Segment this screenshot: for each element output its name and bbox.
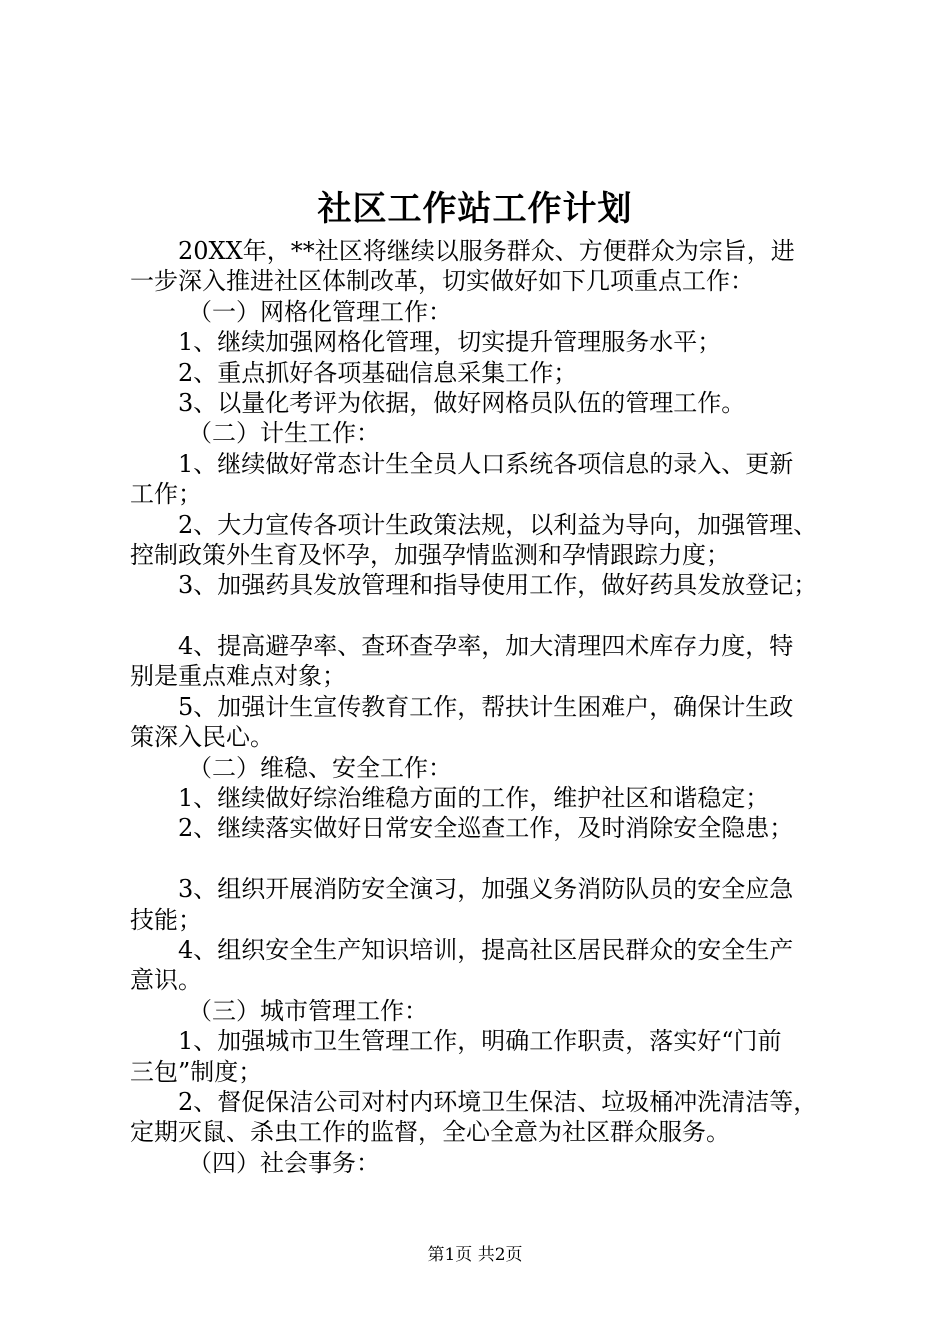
list-item: 4、组织安全生产知识培训，提高社区居民群众的安全生产 <box>178 935 794 964</box>
list-item-continuation: 策深入民心。 <box>130 723 274 752</box>
document-body <box>130 236 850 1178</box>
page-number: 第1页 共2页 <box>427 1245 523 1265</box>
list-item: 4、提高避孕率、查环查孕率，加大清理四术库存力度，特 <box>178 632 794 661</box>
list-item-continuation: 技能； <box>130 905 202 934</box>
blank-line <box>130 601 850 631</box>
paragraph-line: 20XX年，**社区将继续以服务群众、方便群众为宗旨，进 <box>178 237 795 265</box>
list-item: 1、继续做好常态计生全员人口系统各项信息的录入、更新 <box>178 449 794 478</box>
list-item-continuation: 控制政策外生育及怀孕，加强孕情监测和孕情跟踪力度； <box>130 540 730 569</box>
page-title: 社区工作站工作计划 <box>317 189 633 229</box>
list-item-continuation: 别是重点难点对象； <box>130 662 346 691</box>
section-heading: （二）维稳、安全工作： <box>188 753 452 782</box>
list-item: 3、加强药具发放管理和指导使用工作，做好药具发放登记； <box>178 571 818 600</box>
section-heading: （四）社会事务： <box>188 1148 380 1177</box>
list-item: 2、重点抓好各项基础信息采集工作； <box>178 358 578 387</box>
list-item-continuation: 定期灭鼠、杀虫工作的监督，全心全意为社区群众服务。 <box>130 1118 730 1147</box>
list-item: 1、继续加强网格化管理，切实提升管理服务水平； <box>178 328 722 357</box>
list-item-continuation: 工作； <box>130 480 202 509</box>
paragraph-line: 一步深入推进社区体制改革，切实做好如下几项重点工作： <box>130 267 754 296</box>
list-item-continuation: 三包”制度； <box>130 1057 263 1086</box>
blank-line <box>130 844 850 874</box>
section-heading: （一）网格化管理工作： <box>188 297 452 326</box>
list-item: 2、继续落实做好日常安全巡查工作，及时消除安全隐患； <box>178 814 794 843</box>
list-item: 1、继续做好综治维稳方面的工作，维护社区和谐稳定； <box>178 784 770 813</box>
list-item-continuation: 意识。 <box>130 966 202 995</box>
section-heading: （二）计生工作： <box>188 419 380 448</box>
list-item: 2、督促保洁公司对村内环境卫生保洁、垃圾桶冲洗清洁等， <box>178 1087 818 1116</box>
list-item: 3、以量化考评为依据，做好网格员队伍的管理工作。 <box>178 388 746 417</box>
list-item: 3、组织开展消防安全演习，加强义务消防队员的安全应急 <box>178 875 794 904</box>
list-item: 5、加强计生宣传教育工作，帮扶计生困难户，确保计生政 <box>178 692 794 721</box>
list-item: 2、大力宣传各项计生政策法规，以利益为导向，加强管理、 <box>178 510 818 539</box>
list-item: 1、加强城市卫生管理工作，明确工作职责，落实好“门前 <box>178 1027 782 1056</box>
section-heading: （三）城市管理工作： <box>188 996 428 1025</box>
